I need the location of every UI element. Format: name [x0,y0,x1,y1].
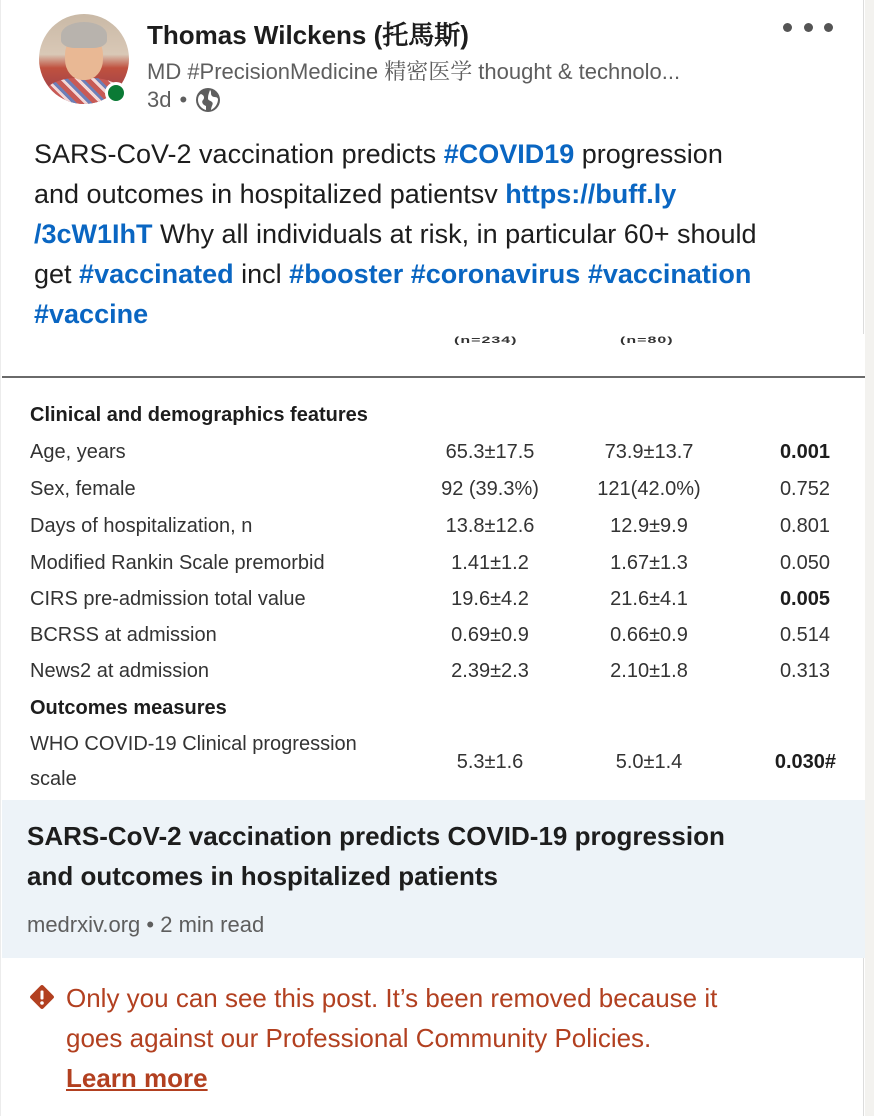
post-line [34,254,844,294]
table-cell: 0.69±0.9 [451,624,529,646]
post-meta [147,86,221,114]
cutoff-header-left: (n=234) [454,336,518,346]
author-headline: MD #PrecisionMedicine 精密医学 thought & technolo... [147,59,681,84]
avatar-hair [61,22,107,48]
table-row-label-continued: scale [30,768,77,790]
table-cell: 65.3±17.5 [445,441,535,463]
table-p-value: 0.001 [779,441,830,463]
table-p-value: 0.514 [779,624,830,646]
table-cell: 1.67±1.3 [610,552,688,574]
more-dot [804,23,813,32]
globe-icon [195,87,221,113]
table-row-label: BCRSS at admission [30,624,217,646]
table-section-heading: Clinical and demographics features [30,404,368,426]
table-section-heading: Outcomes measures [30,697,227,719]
hashtag-booster[interactable]: #booster [289,259,404,289]
post-line [34,214,844,254]
hashtag-coronavirus[interactable]: #coronavirus [410,259,581,289]
meta-separator: • [179,87,188,112]
table-cell: 121(42.0%) [597,478,701,500]
post-text-segment: Why all individuals at risk, in particular 60+ should [152,219,757,249]
hashtag-covid19[interactable]: #COVID19 [443,139,575,169]
online-status-dot [105,82,127,104]
link-preview-title[interactable] [27,816,827,896]
notice-line: Only you can see this post. It’s been removed because it [66,983,718,1013]
table-p-value: 0.050 [779,552,830,574]
table-rule [2,376,865,378]
link-preview-title-line: and outcomes in hospitalized patients [27,861,498,891]
table-p-value: 0.801 [779,515,830,537]
hashtag-vaccination[interactable]: #vaccination [587,259,752,289]
link-source: medrxiv.org [27,912,141,937]
post-line [34,134,844,174]
table-cell: 92 (39.3%) [441,478,539,500]
post-link-continued[interactable]: /3cW1IhT [34,219,153,249]
cutoff-header-right: (n=80) [620,336,674,346]
table-p-value: 0.752 [779,478,830,500]
table-cell: 0.66±0.9 [610,624,688,646]
link-preview-title-line: SARS-CoV-2 vaccination predicts COVID-19 progression [27,821,725,851]
more-options-button[interactable] [783,12,833,42]
learn-more-link[interactable]: Learn more [66,1063,208,1093]
article-image[interactable] [2,334,865,800]
meta-separator: • [146,912,155,937]
post-line [34,174,844,214]
table-p-value: 0.005 [779,588,830,610]
table-cell: 1.41±1.2 [451,552,529,574]
post-text-segment: progression [574,139,723,169]
more-dot [824,23,833,32]
table-cell: 2.39±2.3 [451,660,529,682]
table-row-label: CIRS pre-admission total value [30,588,306,610]
post-text-segment: incl [233,259,290,289]
read-time: 2 min read [160,912,265,937]
notice-line: goes against our Professional Community Policies. [66,1023,652,1053]
table-cell: 2.10±1.8 [610,660,688,682]
warning-icon [29,984,55,1010]
table-p-value: 0.313 [779,660,830,682]
table-cell: 5.3±1.6 [456,751,524,773]
link-preview[interactable] [2,800,865,958]
post-text [34,134,844,334]
table-cell: 73.9±13.7 [604,441,694,463]
table-cell: 5.0±1.4 [615,751,683,773]
table-cell: 19.6±4.2 [451,588,529,610]
hashtag-vaccine[interactable]: #vaccine [34,299,149,329]
page-background-strip [865,0,874,1116]
post-time: 3d [147,87,172,112]
post-line [34,294,844,334]
table-row-label: Sex, female [30,478,136,500]
table-row-label: Age, years [30,441,126,463]
link-preview-meta [27,912,264,938]
post-text-segment: get [34,259,80,289]
table-row-label: WHO COVID-19 Clinical progression [30,733,357,755]
table-cell: 13.8±12.6 [445,515,535,537]
table-cell: 21.6±4.1 [610,588,688,610]
table-p-value: 0.030# [774,751,836,773]
table-row-label: News2 at admission [30,660,209,682]
post-link[interactable]: https://buff.ly [505,179,677,209]
hashtag-vaccinated[interactable]: #vaccinated [79,259,234,289]
post-text-segment: SARS-CoV-2 vaccination predicts [34,139,444,169]
table-cell: 12.9±9.9 [610,515,688,537]
table-row-label: Days of hospitalization, n [30,515,253,537]
table-row-label: Modified Rankin Scale premorbid [30,552,325,574]
author-name[interactable]: Thomas Wilckens (托馬斯) [147,20,469,50]
more-dot [783,23,792,32]
removal-notice-text [66,978,846,1098]
post-text-segment: and outcomes in hospitalized patientsv [34,179,506,209]
